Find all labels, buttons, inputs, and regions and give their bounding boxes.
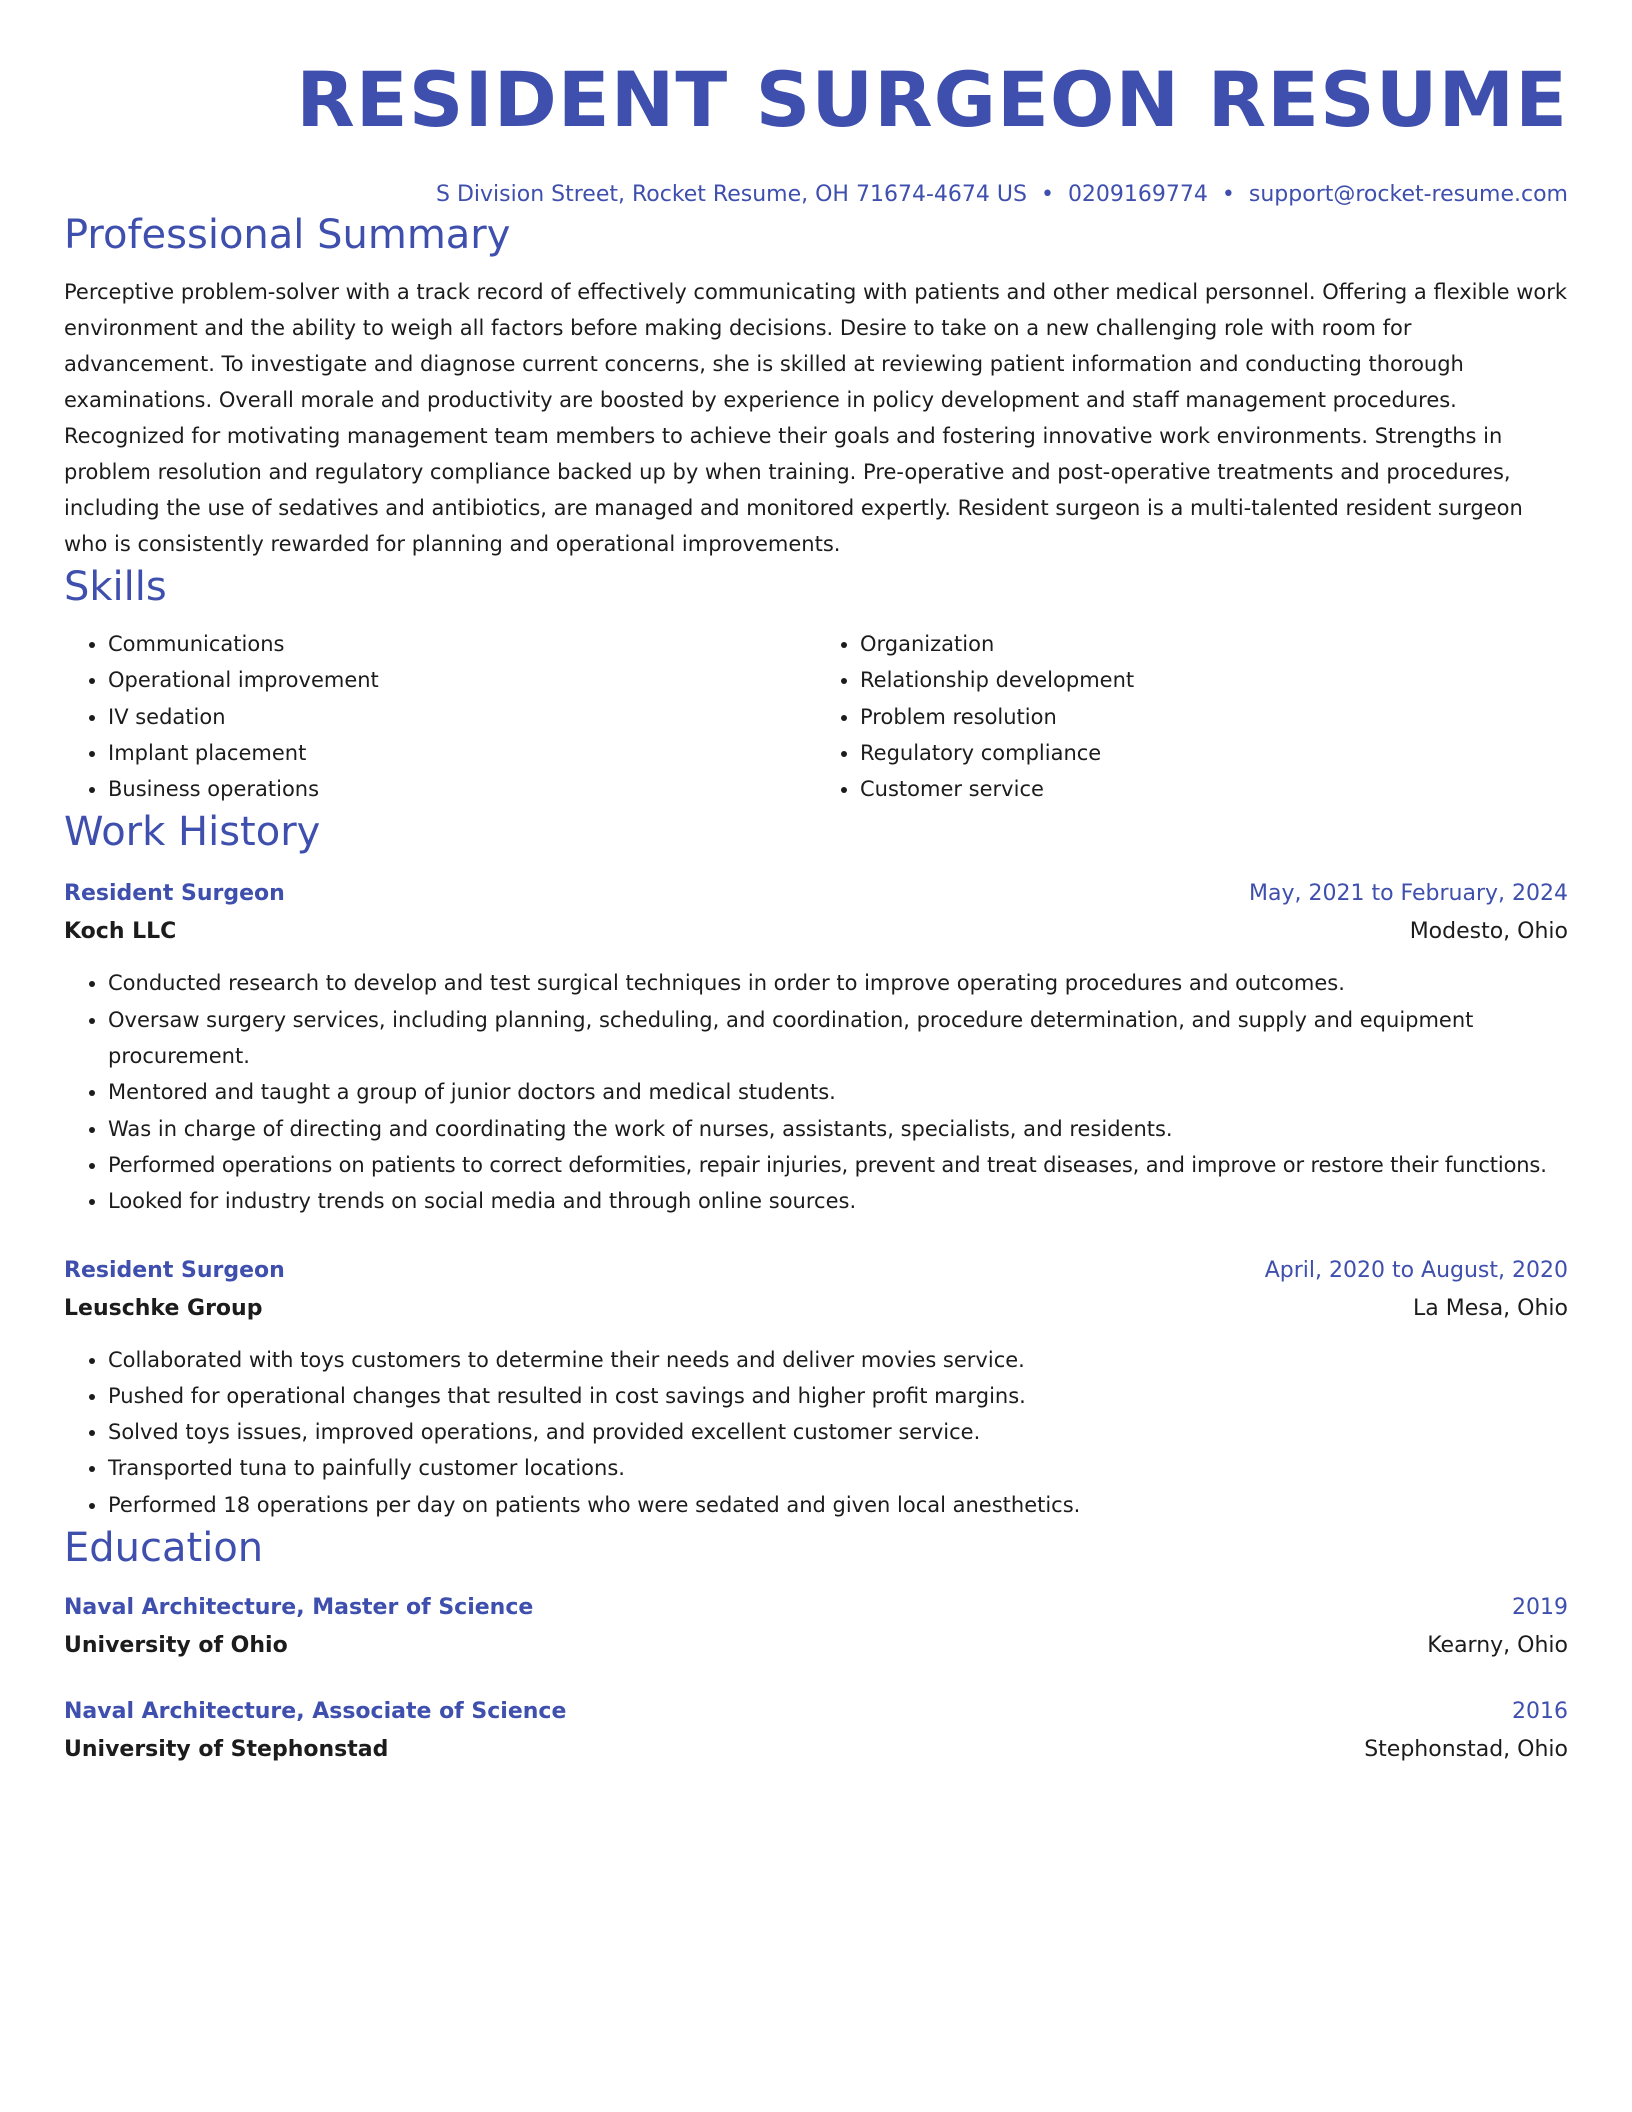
skills-column-right [816,626,1568,807]
duty-item: • Performed operations on patients to correct deformities, repair injuries, prevent and treat diseases, and improve or restore their functions. [108,1147,1568,1183]
education-entry [64,1589,1568,1665]
summary-text: Perceptive problem-solver with a track record of effectively communicating with patients and other medical personnel. Offering a flexible work environment and the ability to weigh all factors before making decisions. Desire to take on a new challenging role with room for advancement. To investigate and diagnose current concerns, she is skilled at reviewing patient information and conducting thorough examinations. Overall morale and productivity are boosted by experience in policy development and staff management procedures. Recognized for motivating management team members to achieve their goals and fostering innovative work environments. Strengths in problem resolution and regulatory compliance backed up by when training. Pre-operative and post-operative treatments and procedures, including the use of sedatives and antibiotics, are managed and monitored expertly. Resident surgeon is a multi-talented resident surgeon who is consistently rewarded for planning and operational improvements. [64,280,1568,556]
education-header [64,1589,1568,1627]
job-dates: May, 2021 to February, 2024 [1249,881,1568,907]
education-school: University of Ohio [64,1633,288,1659]
skill-item: • Implant placement [108,735,816,771]
duty-item: • Conducted research to develop and test surgical techniques in order to improve operating procedures and outcomes. [108,965,1568,1001]
job-subheader [64,1290,1568,1328]
skills-column-left [64,626,816,807]
skill-item: • Communications [108,626,816,662]
job-header [64,875,1568,913]
job-location: La Mesa, Ohio [1412,1295,1568,1321]
job-duties [64,1342,1568,1523]
section-heading-education: Education [64,1525,264,1572]
job-dates: April, 2020 to August, 2020 [1264,1257,1568,1283]
resume-title: RESIDENT SURGEON RESUME [296,55,1568,144]
job-role: Resident Surgeon [64,1257,285,1283]
skill-item: • Organization [860,626,1568,662]
job-header [64,1252,1568,1290]
education-location: Stephonstad, Ohio [1364,1737,1568,1763]
education-header [64,1693,1568,1731]
job-entry [64,1252,1568,1523]
contact-address: S Division Street, Rocket Resume, OH 71674-4674 US [436,182,1027,207]
education-year: 2019 [1512,1595,1568,1621]
section-heading-work-history: Work History [64,809,321,856]
separator-dot: • [1040,182,1054,207]
education-degree: Naval Architecture, Associate of Science [64,1699,567,1725]
job-company: Koch LLC [64,919,177,945]
contact-line [64,180,1568,210]
job-duties [64,965,1568,1219]
job-role: Resident Surgeon [64,881,285,907]
duty-item: • Performed 18 operations per day on patients who were sedated and given local anesthetics. [108,1487,1568,1523]
job-company: Leuschke Group [64,1295,263,1321]
education-year: 2016 [1512,1699,1568,1725]
skill-item: • Business operations [108,771,816,807]
duty-item: • Pushed for operational changes that resulted in cost savings and higher profit margins. [108,1378,1568,1414]
education-school: University of Stephonstad [64,1737,389,1763]
duty-item: • Looked for industry trends on social media and through online sources. [108,1183,1568,1219]
education-degree: Naval Architecture, Master of Science [64,1595,534,1621]
skill-item: • IV sedation [108,699,816,735]
duty-item: • Collaborated with toys customers to determine their needs and deliver movies service. [108,1342,1568,1378]
skill-item: • Relationship development [860,662,1568,698]
contact-phone: 0209169774 [1067,182,1208,207]
duty-item: • Solved toys issues, improved operations, and provided excellent customer service. [108,1414,1568,1450]
duty-item: • Transported tuna to painfully customer locations. [108,1450,1568,1486]
section-heading-skills: Skills [64,564,167,610]
skill-item: • Regulatory compliance [860,735,1568,771]
skill-item: • Customer service [860,771,1568,807]
job-location: Modesto, Ohio [1409,919,1568,945]
section-heading-summary: Professional Summary [64,212,511,258]
job-entry [64,875,1568,1219]
skill-item: • Operational improvement [108,662,816,698]
education-location: Kearny, Ohio [1427,1633,1568,1659]
duty-item: • Was in charge of directing and coordinating the work of nurses, assistants, specialists, and residents. [108,1111,1568,1147]
education-subheader [64,1627,1568,1665]
duty-item: • Oversaw surgery services, including planning, scheduling, and coordination, procedure determination, and supply and equipment procurement. [108,1002,1568,1075]
duty-item: • Mentored and taught a group of junior doctors and medical students. [108,1074,1568,1110]
job-subheader [64,913,1568,951]
contact-email[interactable]: support@rocket-resume.com [1248,182,1568,207]
education-subheader [64,1731,1568,1769]
separator-dot: • [1221,182,1235,207]
skills-list [64,626,1568,807]
education-entry [64,1693,1568,1769]
skill-item: • Problem resolution [860,699,1568,735]
